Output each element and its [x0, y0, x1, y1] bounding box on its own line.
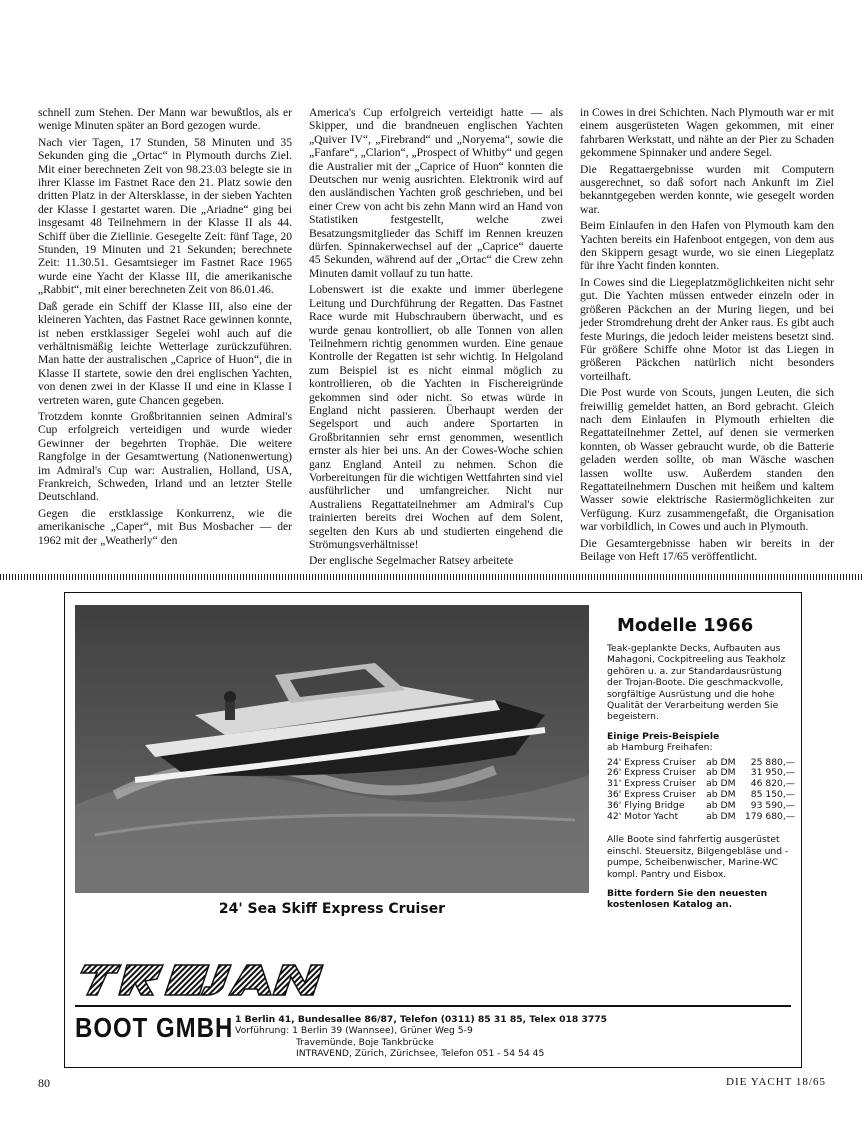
trojan-logo	[77, 961, 337, 999]
price-value: 85 150,—	[750, 789, 795, 801]
price-model: 26' Express Cruiser	[607, 767, 696, 779]
article-paragraph: Der englische Segelmacher Ratsey arbeitete	[309, 554, 514, 568]
article-paragraph: Trotzdem konnte Großbritannien seinen Admiral's Cup erfolgreich verteidigen und wurde wieder Gewinner der begehrten Trophäe. Die weitere Rangfolge in der Gesamtwertung (Nationenwertung) im Admiral's Cup war: Australien, Holland, USA, Frankreich, Schweden, Irland und an letzter Stelle Deutschland.	[38, 409, 292, 504]
ad-headline: Modelle 1966	[617, 615, 754, 636]
demo-location-2: Travemünde, Boje Tankbrücke	[296, 1036, 434, 1048]
article-paragraph: Die Gesamtergebnisse haben wir bereits in der Beilage von Heft 17/65 veröffentlicht.	[580, 536, 834, 563]
article-paragraph: in Cowes in drei Schichten. Nach Plymouth war er mit einem ausgerüsteten Wagen gekommen, mit einer fahrbaren Werkstatt, und nähte an der Pier zu Schaden gekommene Spinnaker und andere Segel.	[580, 106, 834, 160]
price-currency: ab DM	[706, 756, 736, 768]
article-paragraph: Gegen die erstklassige Konkurrenz, wie die amerikanische „Caper“, mit Bus Mosbacher — der 1962 mit der „Weatherly“ den	[38, 506, 292, 547]
article-paragraph: Lobenswert ist die exakte und immer überlegene Leitung und Durchführung der Regatten. Das Fastnet Race wurde mit Hubschraubern überwacht, und es wurde genau kontrolliert, ob alle Tonnen von allen Teilnehmern richtig genommen wurden. Eine genaue Kontrolle der Regatten ist sehr wichtig. In Helgoland zum Beispiel ist es nicht einmal möglich zu kontrollieren, ob die Yachten in Fischereigründe gekommen sind oder nicht. So etwas würde in England nicht passieren. Überhaupt werden der Segelsport und auch andere Sportarten in Großbritannien sehr ernst genommen, wesentlich ernster als hier bei uns. An der Cowes-Woche schien ganz England Anteil zu nehmen. Schon die Vorbereitungen für die wichtigen Wettfahrten sind viel ausführlicher und umfangreicher. Nicht nur Australiens Regattateilnehmer am Admiral's Cup trainierten bereits drei Wochen auf dem Solent, segelten den Kurs ab und studierten eingehend die Strömungsverhältnisse!	[309, 283, 563, 551]
price-currency: ab DM	[706, 767, 736, 779]
article-paragraph: Die Post wurde von Scouts, jungen Leuten, die sich freiwillig gemeldet hatten, an Bord gebracht. Gleich nach dem Einlaufen in Plymouth erhielten die Regattateilnehmer Zettel, auf denen sie vermerken konnten, ob Wasser gebraucht wurde, ob die Batterie geladen werden sollte, ob man Wäsche waschen lassen wollte usw. Außerdem standen den Regattateilnehmern Duschen mit heißem und kaltem Wasser sowie elektrische Rasiermöglichkeiten zur Verfügung. Kurz zusammengefaßt, die Organisation war vorbildlich, in Cowes und auch in Plymouth.	[580, 386, 834, 534]
article-column-1	[38, 106, 292, 550]
price-model: 42' Motor Yacht	[607, 810, 679, 822]
article-paragraph: Beim Einlaufen in den Hafen von Plymouth kam den Yachten bereits ein Hafenboot entgegen, von dem aus den Skippern gesagt wurde, wo sie einen Liegeplatz für ihre Yacht finden konnten.	[580, 219, 834, 273]
price-subheading: ab Hamburg Freihafen:	[607, 742, 713, 754]
price-table	[607, 758, 795, 823]
price-row	[607, 812, 795, 823]
ad-intro: Teak-geplankte Decks, Aufbauten aus Mahagoni, Cockpitreeling aus Teakholz gehören u. a. zur Standardausrüstung der Trojan-Boote. Die geschmackvolle, sorgfältige Ausrüstung und die hohe Qualität der Verarbeitung werden Sie begeistern.	[607, 643, 786, 723]
article-paragraph: schnell zum Stehen. Der Mann war bewußtlos, als er wenige Minuten später an Bord gezogen wurde.	[38, 106, 292, 133]
demo-location-3: INTRAVEND, Zürich, Zürichsee, Telefon 051 - 54 54 45	[296, 1048, 545, 1060]
price-currency: ab DM	[706, 789, 736, 801]
boat-photo	[75, 605, 589, 893]
page-number: 80	[38, 1076, 50, 1090]
article-paragraph: Nach vier Tagen, 17 Stunden, 58 Minuten und 35 Sekunden ging die „Ortac“ in Plymouth durchs Ziel. Mit einer berechneten Zeit von 98.23.03 belegte sie in ihrer Klasse im Fastnet Race den 21. Platz sowie den dritten Platz in der Altersklasse, in der sieben Yachten der Klasse I gestartet waren. Die „Ariadne“ ging bei insgesamt 48 Teilnehmern in der Klasse II als 44. Schiff über die Ziellinie. Gesegelte Zeit: fünf Tage, 20 Stunden, 19 Minuten und 21 Sekunden; berechnete Zeit: 11.30.51. Gesamtsieger im Fastnet Race 1965 wurde eine Yacht der Klasse III, die amerikanische „Rabbit“, mit einer berechneten Zeit von 86.01.46.	[38, 135, 292, 297]
magazine-issue: DIE YACHT 18/65	[726, 1076, 826, 1088]
article-paragraph: America's Cup erfolgreich verteidigt hatte — als Skipper, und die brandneuen englischen Yachten „Quiver IV“, „Firebrand“ und „Noryema“, sowie die „Fanfare“, „Clarion“, „Prospect of Whitby“ und gegen die Australier mit der „Caprice of Huon“ konnten die Deutschen nur wenig ausrichten. Elektronik wird auf den ausländischen Yachten groß geschrieben, und bei einer Crew von acht bis zehn Mann wird an Hand von Statistiken festgestellt, welche zwei Besatzungsmitglieder das Schiff im Rennen kreuzen dürfen. Spinnakerwechsel auf der „Caprice“ dauerte 45 Sekunden, während auf der „Ortac“ die Crew zehn Minuten damit vollauf zu tun hatte.	[309, 106, 563, 280]
main-address: 1 Berlin 41, Bundesallee 86/87, Telefon (0311) 85 31 85, Telex 018 3775	[235, 1014, 608, 1025]
demo-location-1: 1 Berlin 39 (Wannsee), Grüner Weg 5-9	[292, 1025, 473, 1037]
price-currency: ab DM	[706, 778, 736, 790]
logo-divider	[75, 1005, 791, 1007]
demo-label: Vorführung:	[235, 1025, 290, 1037]
photo-caption: 24' Sea Skiff Express Cruiser	[218, 901, 446, 917]
price-value: 46 820,—	[750, 778, 795, 790]
article-paragraph: Die Regattaergebnisse wurden mit Computern ausgerechnet, so daß sofort nach Ankunft im Ziel bekanntgegeben werden konnte, wie gesegelt worden war.	[580, 162, 834, 216]
catalog-request: Bitte fordern Sie den neuesten kostenlosen Katalog an.	[607, 888, 768, 911]
price-value: 31 950,—	[750, 767, 795, 779]
article-column-2	[309, 106, 563, 571]
company-address	[235, 1014, 795, 1060]
article-column-3	[580, 106, 834, 566]
trojan-advertisement	[64, 592, 802, 1068]
price-model: 36' Express Cruiser	[607, 789, 696, 801]
equipment-note: Alle Boote sind fahrfertig ausgerüstet einschl. Steuersitz, Bilgengebläse und -pumpe, Scheibenwischer, Marine-WC kompl. Pantry und Eisbox.	[607, 834, 789, 880]
dotted-separator	[0, 574, 864, 580]
price-value: 179 680,—	[744, 810, 795, 822]
price-currency: ab DM	[706, 799, 736, 811]
company-name: BOOT GMBH	[75, 1013, 234, 1045]
price-model: 31' Express Cruiser	[607, 778, 696, 790]
price-model: 36' Flying Bridge	[607, 799, 685, 811]
price-heading: Einige Preis-Beispiele	[607, 730, 720, 742]
article-paragraph: Daß gerade ein Schiff der Klasse III, also eine der kleineren Yachten, das Fastnet Race gewinnen konnte, ist neben erstklassiger Segelei wohl auch auf die verhältnismäßig leichte Wetterlage zurückzuführen. Man hatte der australischen „Caprice of Huon“, die in Klasse II startete, sowie den drei englischen Yachten, von denen zwei in der Klasse II und eine in Klasse I vertreten waren, gute Chancen gegeben.	[38, 299, 292, 407]
price-currency: ab DM	[706, 810, 736, 822]
ad-copy	[607, 643, 795, 919]
price-value: 25 880,—	[750, 756, 795, 768]
price-model: 24' Express Cruiser	[607, 756, 696, 768]
price-value: 93 590,—	[750, 799, 795, 811]
article-paragraph: In Cowes sind die Liegeplatzmöglichkeiten nicht sehr gut. Die Yachten müssen entweder einzeln oder in größeren Päckchen an der Muring liegen, und bei jeder Stromdrehung dreht der Anker raus. Es gibt auch feste Murings, die jedoch leider meistens besetzt sind. Für größere Schiffe ohne Motor ist das Liegen in größeren Päckchen natürlich nicht besonders vorteilhaft.	[580, 275, 834, 383]
